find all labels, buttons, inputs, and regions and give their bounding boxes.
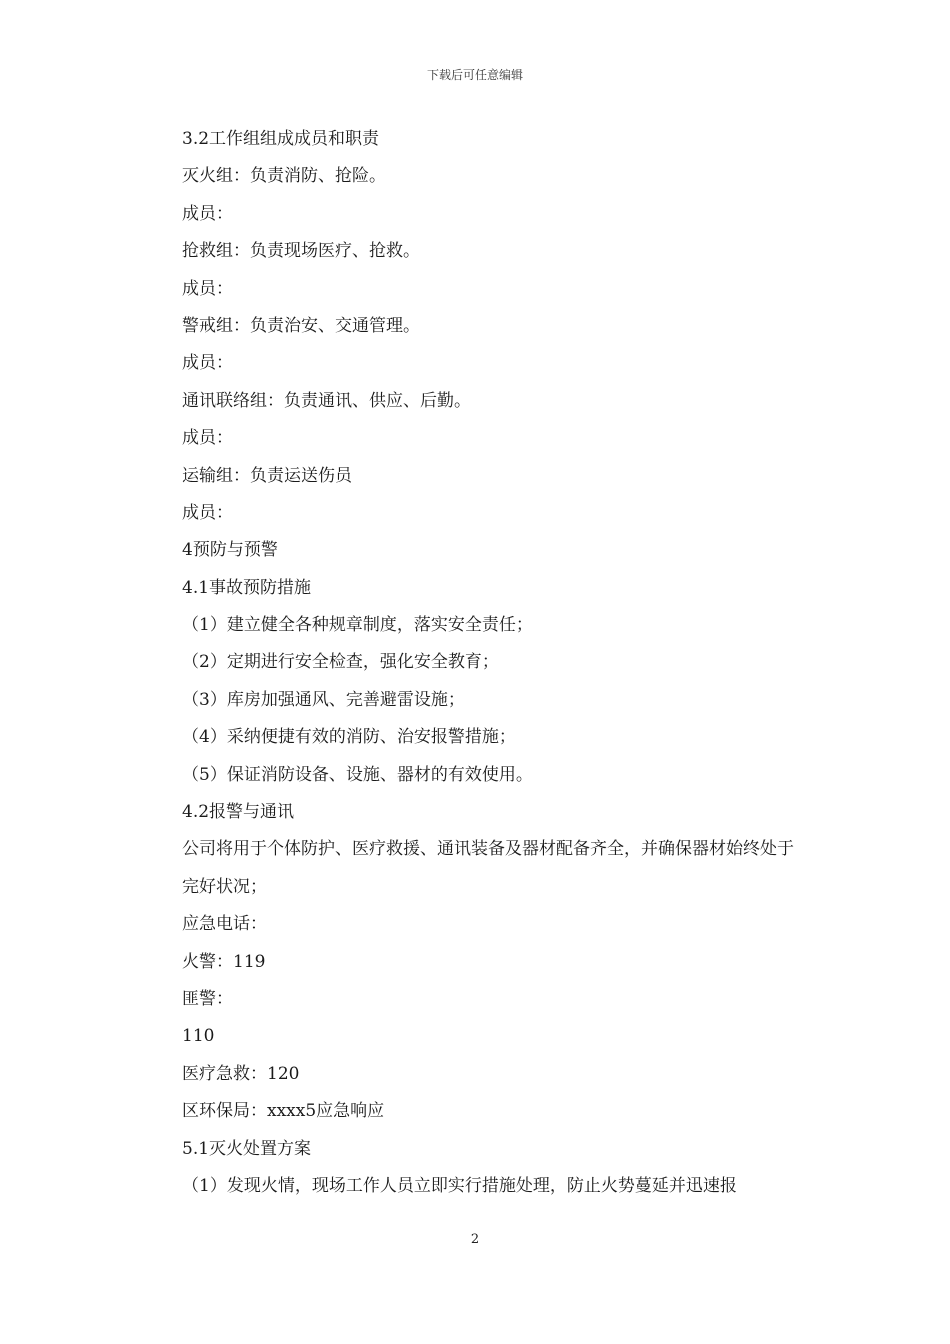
members-label: 成员： — [182, 428, 233, 449]
environmental-bureau-line: 区环保局：xxxx5应急响应 — [182, 1101, 385, 1122]
list-item: （4）采纳便捷有效的消防、治安报警措施； — [182, 727, 516, 748]
section-heading-4: 4预防与预警 — [182, 540, 278, 561]
section-heading-3-2: 3.2工作组组成成员和职责 — [182, 129, 380, 149]
list-item: （1）发现火情，现场工作人员立即实行措施处理，防止火势蔓延并迅速报 — [182, 1175, 737, 1196]
page-number: 2 — [470, 1232, 480, 1247]
police-number: 110 — [182, 1026, 215, 1047]
group-fire-fighting: 灭火组：负责消防、抢险。 — [182, 166, 386, 187]
members-label: 成员： — [182, 353, 233, 374]
section-heading-4-1: 4.1事故预防措施 — [182, 577, 312, 598]
police-label: 匪警： — [182, 989, 233, 1010]
emergency-phone-label: 应急电话： — [182, 914, 267, 935]
medical-emergency-number: 医疗急救：120 — [182, 1063, 300, 1084]
group-security: 警戒组：负责治安、交通管理。 — [182, 315, 420, 336]
list-item: （2）定期进行安全检查，强化安全教育； — [182, 652, 499, 673]
document-body — [145, 121, 810, 1205]
page-header: 下载后可任意编辑 — [426, 68, 523, 82]
list-item: （3）库房加强通风、完善避雷设施； — [182, 689, 465, 710]
group-communication: 通讯联络组：负责通讯、供应、后勤。 — [182, 390, 471, 411]
members-label: 成员： — [182, 203, 233, 224]
list-item: （1）建立健全各种规章制度，落实安全责任； — [182, 615, 533, 636]
group-transport: 运输组：负责运送伤员 — [182, 465, 352, 486]
body-paragraph: 公司将用于个体防护、医疗救援、通讯装备及器材配备齐全，并确保器材始终处于完好状况； — [182, 839, 794, 897]
fire-alarm-number: 火警：119 — [182, 951, 266, 972]
section-heading-4-2: 4.2报警与通讯 — [182, 802, 295, 823]
members-label: 成员： — [182, 502, 233, 523]
section-heading-5-1: 5.1灭火处置方案 — [182, 1138, 312, 1159]
members-label: 成员： — [182, 278, 233, 299]
group-rescue: 抢救组：负责现场医疗、抢救。 — [182, 241, 420, 262]
list-item: （5）保证消防设备、设施、器材的有效使用。 — [182, 764, 533, 785]
